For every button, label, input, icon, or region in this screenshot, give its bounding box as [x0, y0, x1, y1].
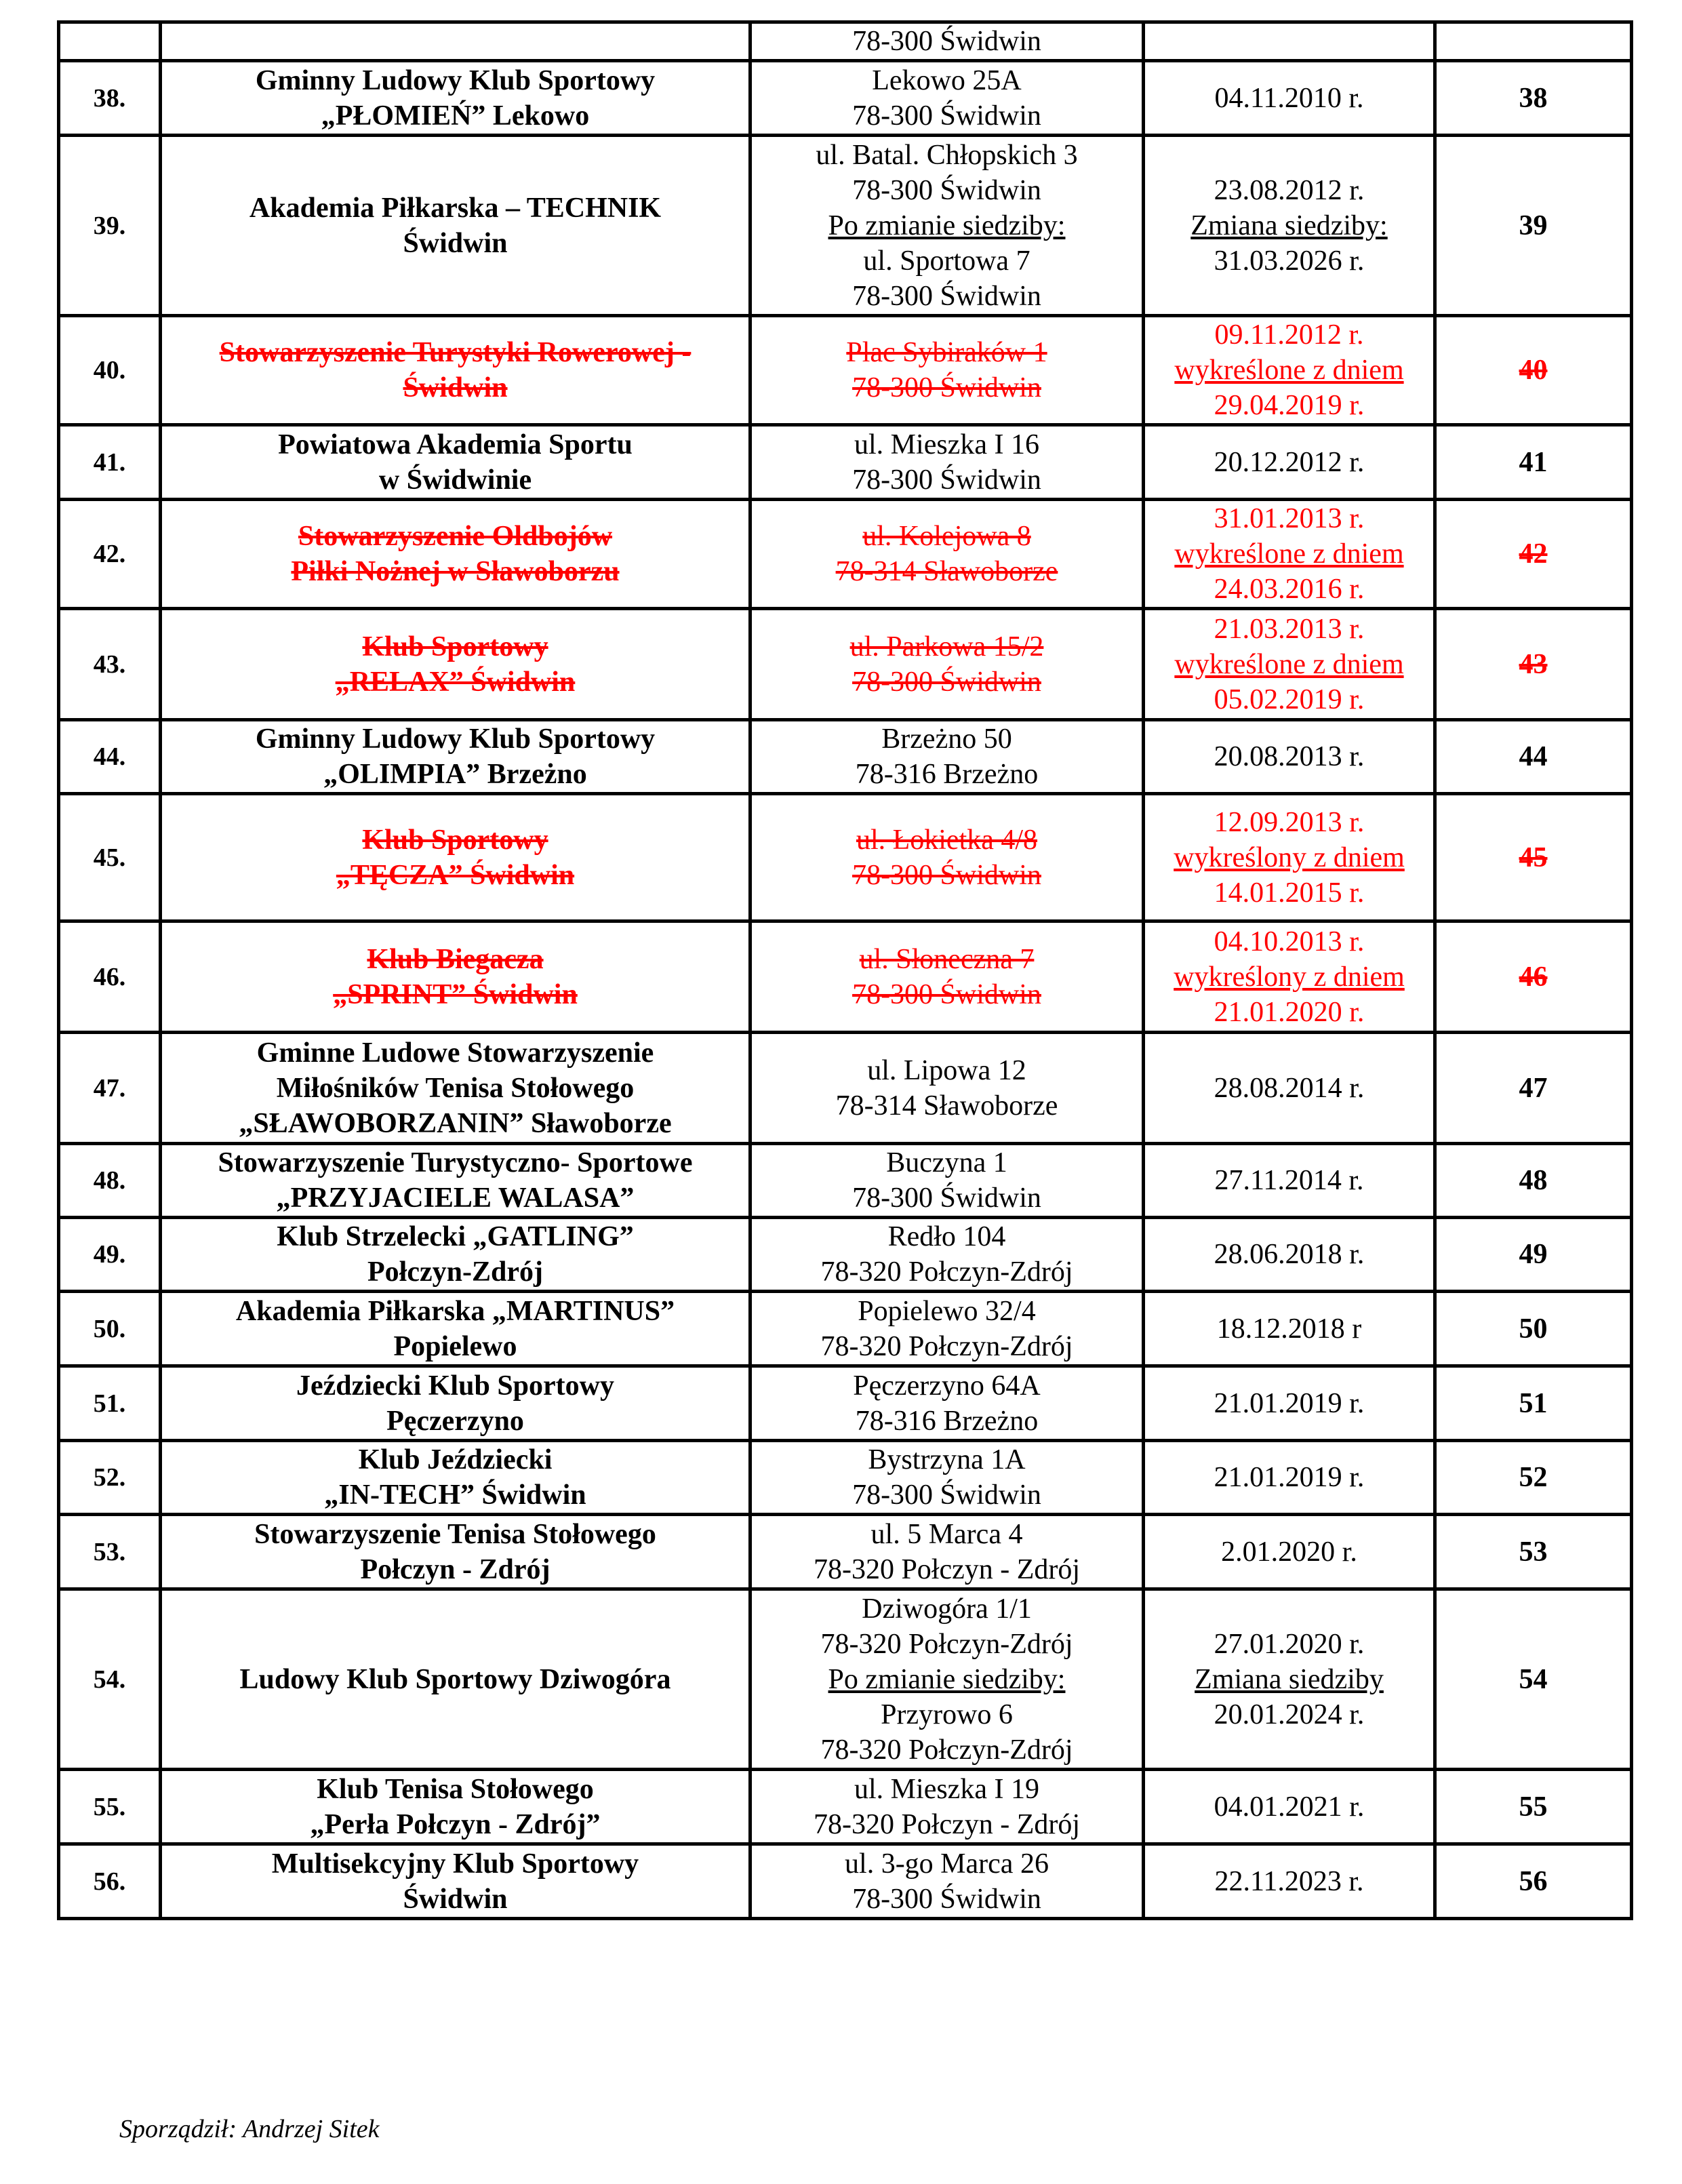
row-number-cell — [59, 1218, 161, 1292]
register-number-cell — [1435, 609, 1632, 720]
address-line: Po zmianie siedziby: — [828, 210, 1066, 241]
row-number-cell — [59, 1292, 161, 1366]
address-line: 78-300 Świdwin — [852, 372, 1041, 403]
date-line: 31.01.2013 r. — [1214, 503, 1365, 534]
address-line: Buczyna 1 — [886, 1147, 1007, 1178]
row-number-cell — [59, 1844, 161, 1919]
row-number-cell — [59, 609, 161, 720]
registration-date-cell — [1144, 1366, 1435, 1441]
register-number-cell — [1435, 1033, 1632, 1144]
address-line: ul. Słoneczna 7 — [859, 943, 1035, 975]
table-row — [59, 609, 1632, 720]
date-line: 09.11.2012 r. — [1214, 319, 1364, 351]
address-line: Lekowo 25A — [872, 64, 1022, 96]
register-number-cell — [1435, 1441, 1632, 1515]
registration-date-cell — [1144, 794, 1435, 921]
address-line: ul. Lipowa 12 — [867, 1054, 1026, 1086]
register-number: 46 — [1519, 961, 1548, 993]
address-cell — [750, 720, 1144, 794]
club-name-cell — [161, 609, 750, 720]
row-number: 54. — [93, 1665, 126, 1694]
date-line: 24.03.2016 r. — [1214, 574, 1365, 605]
address-cell — [750, 1292, 1144, 1366]
club-name-line: „RELAX” Świdwin — [335, 666, 576, 698]
club-name-cell — [161, 136, 750, 316]
club-name-line: w Świdwinie — [378, 464, 532, 496]
registration-date-cell — [1144, 22, 1435, 61]
row-number: 44. — [93, 742, 126, 771]
club-name-cell — [161, 425, 750, 500]
register-number-cell — [1435, 22, 1632, 61]
address-line: 78-300 Świdwin — [852, 978, 1041, 1010]
club-name-line: Stowarzyszenie Oldbojów — [298, 521, 613, 552]
date-line: 12.09.2013 r. — [1214, 806, 1365, 838]
date-line: 04.11.2010 r. — [1214, 82, 1364, 114]
register-number-cell — [1435, 720, 1632, 794]
table-row — [59, 1218, 1632, 1292]
row-number: 41. — [93, 448, 126, 477]
address-line: ul. Mieszka I 19 — [854, 1773, 1039, 1805]
register-number-cell — [1435, 425, 1632, 500]
register-number-cell — [1435, 61, 1632, 136]
date-line: 21.01.2019 r. — [1214, 1387, 1365, 1419]
club-name-cell — [161, 22, 750, 61]
club-name-cell — [161, 720, 750, 794]
club-name-line: Połczyn - Zdrój — [360, 1553, 550, 1585]
register-number: 48 — [1519, 1165, 1548, 1196]
address-line: ul. Mieszka I 16 — [854, 429, 1039, 460]
address-line: 78-300 Świdwin — [852, 1480, 1041, 1511]
address-line: 78-300 Świdwin — [852, 280, 1041, 312]
row-number-cell — [59, 500, 161, 609]
register-number-cell — [1435, 1589, 1632, 1770]
register-number-cell — [1435, 1292, 1632, 1366]
date-line: Zmiana siedziby: — [1190, 210, 1388, 241]
address-line: 78-316 Brzeżno — [855, 1405, 1039, 1437]
row-number: 55. — [93, 1792, 126, 1821]
table-row — [59, 1033, 1632, 1144]
row-number-cell — [59, 425, 161, 500]
address-line: ul. Parkowa 15/2 — [849, 631, 1044, 662]
row-number-cell — [59, 22, 161, 61]
table-row — [59, 1144, 1632, 1218]
row-number-cell — [59, 1441, 161, 1515]
registration-date-cell — [1144, 1770, 1435, 1844]
club-name-line: Stowarzyszenie Turystyczno- Sportowe — [218, 1147, 693, 1178]
club-name-line: Świdwin — [403, 372, 508, 403]
row-number-cell — [59, 794, 161, 921]
date-line: 14.01.2015 r. — [1214, 877, 1365, 909]
register-number: 54 — [1519, 1663, 1548, 1695]
register-number: 55 — [1519, 1791, 1548, 1823]
club-name-line: Klub Biegacza — [367, 943, 544, 975]
row-number: 39. — [93, 211, 126, 240]
date-line: 27.11.2014 r. — [1214, 1165, 1364, 1196]
row-number: 53. — [93, 1537, 126, 1566]
table-row — [59, 61, 1632, 136]
club-name-cell — [161, 1589, 750, 1770]
register-number-cell — [1435, 921, 1632, 1033]
table-row — [59, 1589, 1632, 1770]
club-name-line: „OLIMPIA” Brzeżno — [323, 759, 587, 790]
table-row — [59, 425, 1632, 500]
address-line: 78-320 Połczyn-Zdrój — [820, 1330, 1073, 1362]
registration-date-cell — [1144, 316, 1435, 425]
row-number-cell — [59, 1770, 161, 1844]
row-number-cell — [59, 1033, 161, 1144]
register-number-cell — [1435, 1770, 1632, 1844]
club-name-cell — [161, 61, 750, 136]
address-cell — [750, 316, 1144, 425]
row-number-cell — [59, 1515, 161, 1589]
date-line: 18.12.2018 r — [1216, 1313, 1362, 1345]
club-name-line: Jeździecki Klub Sportowy — [296, 1370, 614, 1402]
address-line: 78-300 Świdwin — [852, 666, 1041, 698]
address-cell — [750, 1441, 1144, 1515]
address-line: Brzeżno 50 — [881, 723, 1012, 755]
club-name-line: Klub Strzelecki „GATLING” — [277, 1221, 634, 1252]
club-name-line: „TĘCZA” Świdwin — [336, 859, 575, 891]
address-cell — [750, 22, 1144, 61]
club-name-line: Pęczerzyno — [386, 1405, 524, 1437]
address-line: 78-300 Świdwin — [852, 859, 1041, 891]
address-line: 78-300 Świdwin — [852, 464, 1041, 496]
date-line: 2.01.2020 r. — [1221, 1536, 1357, 1568]
table-row — [59, 1844, 1632, 1919]
address-line: ul. 5 Marca 4 — [870, 1518, 1023, 1550]
register-number-cell — [1435, 1515, 1632, 1589]
address-line: ul. Kolejowa 8 — [862, 521, 1031, 552]
club-name-line: „SŁAWOBORZANIN” Sławoborze — [239, 1107, 672, 1139]
registration-date-cell — [1144, 1144, 1435, 1218]
registration-date-cell — [1144, 1589, 1435, 1770]
club-name-line: Świdwin — [403, 1883, 508, 1915]
club-name-cell — [161, 500, 750, 609]
date-line: 28.06.2018 r. — [1214, 1239, 1365, 1270]
table-row — [59, 22, 1632, 61]
registration-date-cell — [1144, 136, 1435, 316]
register-number-cell — [1435, 1366, 1632, 1441]
address-line: Przyrowo 6 — [881, 1699, 1013, 1730]
address-cell — [750, 1144, 1144, 1218]
address-line: 78-320 Połczyn-Zdrój — [820, 1256, 1073, 1288]
row-number: 46. — [93, 962, 126, 991]
address-line: 78-300 Świdwin — [852, 174, 1041, 206]
date-line: 28.08.2014 r. — [1214, 1072, 1365, 1104]
club-name-line: Gminne Ludowe Stowarzyszenie — [256, 1037, 654, 1069]
register-number: 47 — [1519, 1072, 1548, 1104]
row-number: 51. — [93, 1389, 126, 1418]
address-line: Bystrzyna 1A — [868, 1444, 1026, 1475]
date-line: 21.01.2020 r. — [1214, 996, 1365, 1028]
club-name-line: Popielewo — [393, 1330, 517, 1362]
address-line: Po zmianie siedziby: — [828, 1663, 1066, 1695]
club-name-cell — [161, 316, 750, 425]
registration-date-cell — [1144, 921, 1435, 1033]
date-line: 04.10.2013 r. — [1214, 926, 1365, 957]
address-cell — [750, 1844, 1144, 1919]
row-number: 50. — [93, 1314, 126, 1343]
row-number: 56. — [93, 1867, 126, 1896]
date-line: wykreślony z dniem — [1174, 961, 1405, 993]
address-line: Popielewo 32/4 — [858, 1295, 1036, 1327]
address-line: 78-316 Brzeżno — [855, 759, 1039, 790]
club-name-cell — [161, 1292, 750, 1366]
row-number-cell — [59, 1589, 161, 1770]
date-line: wykreślone z dniem — [1174, 355, 1404, 386]
club-name-line: Piłki Nożnej w Sławoborzu — [291, 556, 620, 587]
row-number: 45. — [93, 843, 126, 872]
row-number-cell — [59, 921, 161, 1033]
row-number: 47. — [93, 1073, 126, 1103]
club-name-line: Akademia Piłkarska „MARTINUS” — [235, 1295, 675, 1327]
club-name-cell — [161, 1366, 750, 1441]
register-number-cell — [1435, 1844, 1632, 1919]
address-line: 78-300 Świdwin — [852, 1183, 1041, 1214]
club-name-cell — [161, 1770, 750, 1844]
club-name-line: Stowarzyszenie Turystyki Rowerowej - — [219, 337, 692, 368]
table-row — [59, 1292, 1632, 1366]
register-number-cell — [1435, 316, 1632, 425]
row-number-cell — [59, 720, 161, 794]
registration-date-cell — [1144, 1844, 1435, 1919]
register-number: 53 — [1519, 1536, 1548, 1568]
address-line: ul. Sportowa 7 — [863, 245, 1030, 277]
club-name-line: Stowarzyszenie Tenisa Stołowego — [254, 1518, 656, 1550]
club-name-line: Klub Sportowy — [362, 631, 548, 662]
address-line: 78-320 Połczyn-Zdrój — [820, 1734, 1073, 1766]
address-cell — [750, 61, 1144, 136]
prepared-by-footer: Sporządził: Andrzej Sitek — [119, 2115, 380, 2143]
row-number: 43. — [93, 650, 126, 679]
register-number: 49 — [1519, 1239, 1548, 1270]
registration-date-cell — [1144, 720, 1435, 794]
address-line: 78-300 Świdwin — [852, 1883, 1041, 1915]
club-name-line: Ludowy Klub Sportowy Dziwogóra — [239, 1663, 671, 1695]
address-line: 78-320 Połczyn-Zdrój — [820, 1628, 1073, 1660]
date-line: 23.08.2012 r. — [1214, 174, 1365, 206]
club-name-line: Miłośników Tenisa Stołowego — [276, 1072, 635, 1104]
club-name-line: „PŁOMIEŃ” Lekowo — [321, 100, 590, 132]
row-number: 42. — [93, 540, 126, 568]
registration-date-cell — [1144, 1441, 1435, 1515]
address-cell — [750, 1770, 1144, 1844]
date-line: 04.01.2021 r. — [1214, 1791, 1365, 1823]
registration-date-cell — [1144, 1515, 1435, 1589]
address-line: ul. Batal. Chłopskich 3 — [816, 139, 1078, 171]
date-line: 21.03.2013 r. — [1214, 613, 1365, 645]
address-line: 78-320 Połczyn - Zdrój — [813, 1553, 1081, 1585]
date-line: 20.12.2012 r. — [1214, 446, 1365, 478]
register-number: 45 — [1519, 841, 1548, 873]
address-line: 78-314 Sławoborze — [835, 1090, 1058, 1121]
club-name-line: Klub Jeździecki — [358, 1444, 553, 1475]
registration-date-cell — [1144, 500, 1435, 609]
club-name-line: Gminny Ludowy Klub Sportowy — [255, 64, 656, 96]
club-name-line: Powiatowa Akademia Sportu — [278, 429, 633, 460]
address-line: 78-300 Świdwin — [852, 100, 1041, 132]
registration-date-cell — [1144, 425, 1435, 500]
club-name-cell — [161, 1033, 750, 1144]
registration-date-cell — [1144, 609, 1435, 720]
register-number: 44 — [1519, 741, 1548, 772]
table-row — [59, 500, 1632, 609]
address-cell — [750, 609, 1144, 720]
club-name-cell — [161, 921, 750, 1033]
row-number: 48. — [93, 1166, 126, 1195]
register-number-cell — [1435, 1218, 1632, 1292]
date-line: wykreślone z dniem — [1174, 538, 1404, 570]
club-name-line: „SPRINT” Świdwin — [333, 978, 578, 1010]
club-name-line: „IN-TECH” Świdwin — [324, 1480, 586, 1511]
address-cell — [750, 1515, 1144, 1589]
address-cell — [750, 425, 1144, 500]
register-number: 50 — [1519, 1313, 1548, 1345]
table-row — [59, 316, 1632, 425]
date-line: 20.08.2013 r. — [1214, 741, 1365, 772]
club-name-cell — [161, 1515, 750, 1589]
row-number: 38. — [93, 83, 126, 113]
address-line: Dziwogóra 1/1 — [862, 1593, 1032, 1625]
address-line: 78-300 Świdwin — [852, 26, 1041, 57]
register-number: 38 — [1519, 82, 1548, 114]
date-line: 27.01.2020 r. — [1214, 1628, 1365, 1660]
row-number: 40. — [93, 356, 126, 384]
register-number: 39 — [1519, 210, 1548, 241]
register-table-body — [59, 22, 1632, 1919]
register-number-cell — [1435, 500, 1632, 609]
date-line: 29.04.2019 r. — [1214, 390, 1365, 421]
table-row — [59, 794, 1632, 921]
register-table — [57, 20, 1633, 1920]
date-line: Zmiana siedziby — [1195, 1663, 1384, 1695]
address-cell — [750, 1033, 1144, 1144]
row-number: 49. — [93, 1240, 126, 1269]
address-line: Pęczerzyno 64A — [853, 1370, 1041, 1402]
register-number: 40 — [1519, 355, 1548, 386]
club-name-line: Klub Tenisa Stołowego — [317, 1773, 594, 1805]
register-number: 51 — [1519, 1387, 1548, 1419]
address-cell — [750, 1218, 1144, 1292]
row-number-cell — [59, 1144, 161, 1218]
table-row — [59, 1441, 1632, 1515]
register-number-cell — [1435, 1144, 1632, 1218]
table-row — [59, 1366, 1632, 1441]
row-number-cell — [59, 61, 161, 136]
registration-date-cell — [1144, 1033, 1435, 1144]
address-line: ul. Łokietka 4/8 — [856, 824, 1038, 856]
address-line: ul. 3-go Marca 26 — [845, 1848, 1049, 1880]
register-number: 52 — [1519, 1462, 1548, 1493]
address-cell — [750, 136, 1144, 316]
club-name-cell — [161, 1441, 750, 1515]
date-line: 05.02.2019 r. — [1214, 683, 1365, 715]
date-line: wykreślone z dniem — [1174, 648, 1404, 680]
row-number-cell — [59, 136, 161, 316]
club-name-line: Połczyn-Zdrój — [367, 1256, 543, 1288]
row-number-cell — [59, 316, 161, 425]
address-cell — [750, 500, 1144, 609]
club-name-cell — [161, 1218, 750, 1292]
register-number-cell — [1435, 136, 1632, 316]
date-line: 22.11.2023 r. — [1214, 1865, 1364, 1897]
row-number-cell — [59, 1366, 161, 1441]
date-line: 20.01.2024 r. — [1214, 1699, 1365, 1730]
address-cell — [750, 921, 1144, 1033]
address-line: Redło 104 — [887, 1221, 1006, 1252]
register-number: 43 — [1519, 648, 1548, 680]
table-row — [59, 1515, 1632, 1589]
club-name-line: „PRZYJACIELE WALASA” — [276, 1183, 635, 1214]
register-number: 42 — [1519, 538, 1548, 570]
date-line: 31.03.2026 r. — [1214, 245, 1365, 277]
address-line: 78-314 Sławoborze — [835, 556, 1058, 587]
club-name-line: Świdwin — [403, 227, 508, 259]
table-row — [59, 921, 1632, 1033]
table-row — [59, 720, 1632, 794]
register-number: 56 — [1519, 1865, 1548, 1897]
address-cell — [750, 794, 1144, 921]
club-name-line: Gminny Ludowy Klub Sportowy — [255, 723, 656, 755]
address-cell — [750, 1366, 1144, 1441]
club-name-line: Multisekcyjny Klub Sportowy — [271, 1848, 639, 1880]
registration-date-cell — [1144, 61, 1435, 136]
club-name-cell — [161, 794, 750, 921]
row-number: 52. — [93, 1463, 126, 1492]
address-cell — [750, 1589, 1144, 1770]
registration-date-cell — [1144, 1292, 1435, 1366]
date-line: wykreślony z dniem — [1174, 841, 1405, 873]
club-name-line: Akademia Piłkarska – TECHNIK — [249, 192, 662, 224]
address-line: Plac Sybiraków 1 — [846, 337, 1047, 368]
club-name-cell — [161, 1144, 750, 1218]
date-line: 21.01.2019 r. — [1214, 1462, 1365, 1493]
address-line: 78-320 Połczyn - Zdrój — [813, 1808, 1081, 1840]
club-name-line: Klub Sportowy — [362, 824, 548, 856]
club-name-line: „Perła Połczyn - Zdrój” — [310, 1808, 601, 1840]
register-number-cell — [1435, 794, 1632, 921]
table-row — [59, 136, 1632, 316]
registration-date-cell — [1144, 1218, 1435, 1292]
table-row — [59, 1770, 1632, 1844]
club-name-cell — [161, 1844, 750, 1919]
register-number: 41 — [1519, 446, 1548, 478]
